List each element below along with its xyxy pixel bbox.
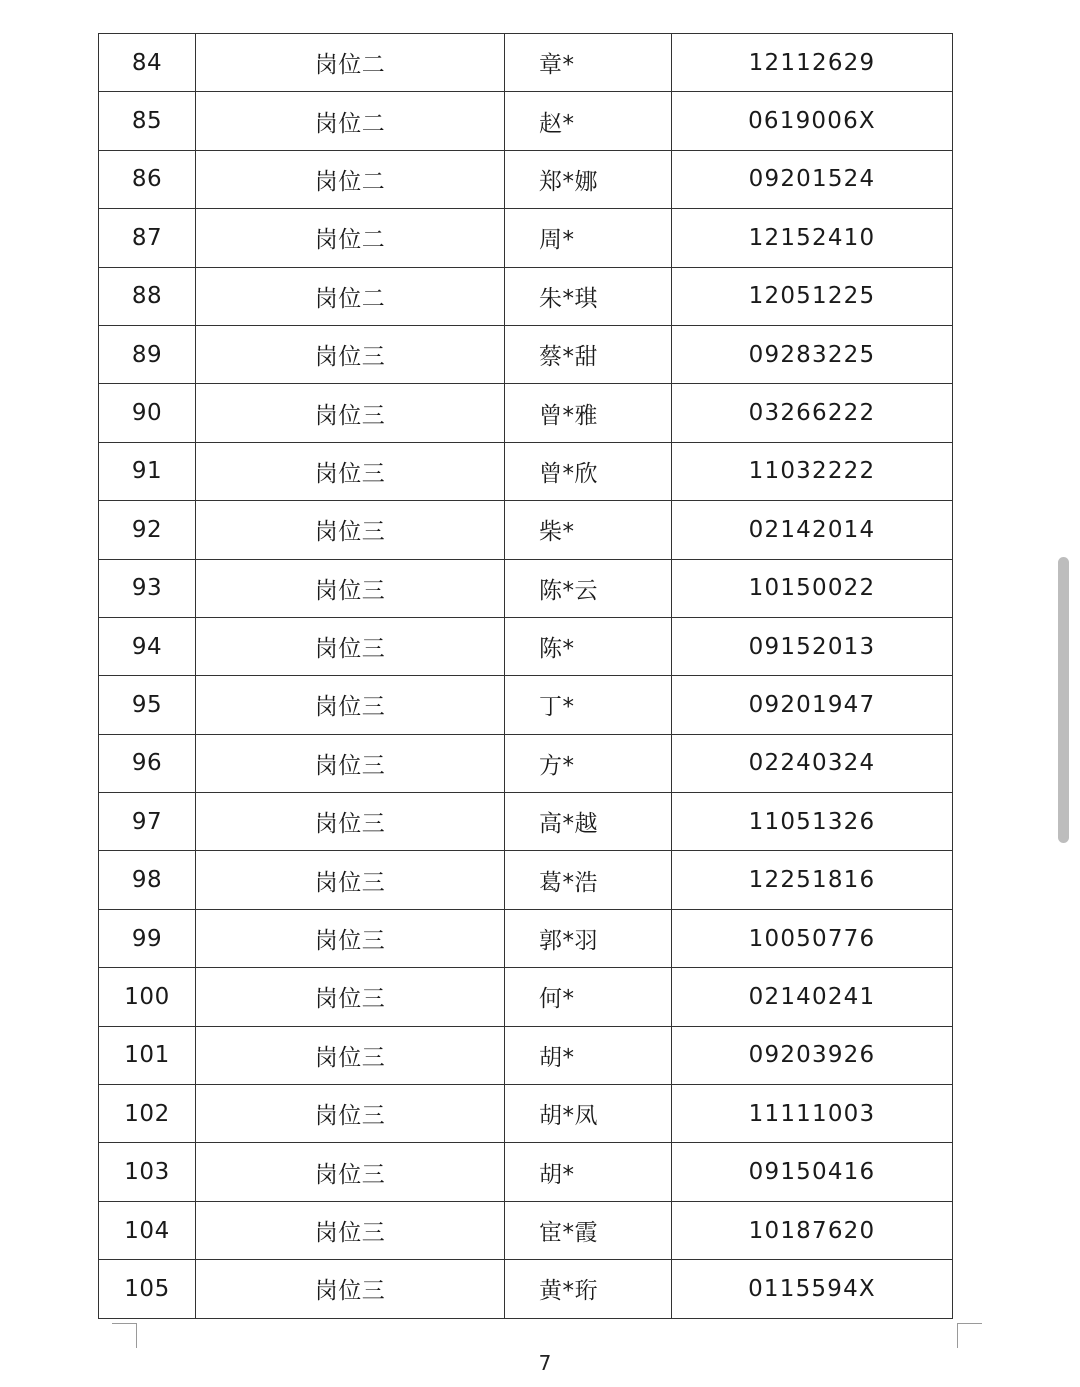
table-row	[99, 34, 953, 92]
row-number-cell: 102	[99, 1085, 196, 1143]
table-row	[99, 501, 953, 559]
name-cell: 宦*霞	[505, 1201, 672, 1259]
table-row	[99, 676, 953, 734]
table-row	[99, 851, 953, 909]
name-cell: 章*	[505, 34, 672, 92]
position-cell: 岗位三	[196, 559, 505, 617]
id-number-cell: 12051225	[672, 267, 953, 325]
position-cell: 岗位三	[196, 1260, 505, 1318]
name-cell: 蔡*甜	[505, 325, 672, 383]
table-row	[99, 1201, 953, 1259]
table-row	[99, 442, 953, 500]
table-row	[99, 1260, 953, 1318]
row-number-cell: 90	[99, 384, 196, 442]
roster-table	[98, 33, 953, 1319]
roster-table-body	[99, 34, 953, 1319]
table-row	[99, 617, 953, 675]
name-cell: 陈*云	[505, 559, 672, 617]
table-row	[99, 734, 953, 792]
id-number-cell: 09201524	[672, 150, 953, 208]
id-number-cell: 10187620	[672, 1201, 953, 1259]
position-cell: 岗位三	[196, 325, 505, 383]
crop-mark-right	[957, 1323, 982, 1348]
row-number-cell: 89	[99, 325, 196, 383]
row-number-cell: 104	[99, 1201, 196, 1259]
position-cell: 岗位三	[196, 734, 505, 792]
row-number-cell: 85	[99, 92, 196, 150]
position-cell: 岗位二	[196, 209, 505, 267]
position-cell: 岗位二	[196, 150, 505, 208]
position-cell: 岗位三	[196, 676, 505, 734]
row-number-cell: 91	[99, 442, 196, 500]
row-number-cell: 95	[99, 676, 196, 734]
position-cell: 岗位三	[196, 1085, 505, 1143]
name-cell: 周*	[505, 209, 672, 267]
row-number-cell: 87	[99, 209, 196, 267]
name-cell: 郑*娜	[505, 150, 672, 208]
name-cell: 赵*	[505, 92, 672, 150]
id-number-cell: 03266222	[672, 384, 953, 442]
row-number-cell: 86	[99, 150, 196, 208]
id-number-cell: 02140241	[672, 968, 953, 1026]
position-cell: 岗位三	[196, 617, 505, 675]
id-number-cell: 10050776	[672, 909, 953, 967]
row-number-cell: 93	[99, 559, 196, 617]
row-number-cell: 99	[99, 909, 196, 967]
row-number-cell: 92	[99, 501, 196, 559]
table-row	[99, 1085, 953, 1143]
id-number-cell: 09283225	[672, 325, 953, 383]
row-number-cell: 88	[99, 267, 196, 325]
id-number-cell: 12112629	[672, 34, 953, 92]
table-row	[99, 559, 953, 617]
row-number-cell: 101	[99, 1026, 196, 1084]
name-cell: 何*	[505, 968, 672, 1026]
crop-mark-left	[112, 1323, 137, 1348]
id-number-cell: 0115594X	[672, 1260, 953, 1318]
table-row	[99, 325, 953, 383]
id-number-cell: 02142014	[672, 501, 953, 559]
table-row	[99, 793, 953, 851]
name-cell: 朱*琪	[505, 267, 672, 325]
name-cell: 方*	[505, 734, 672, 792]
id-number-cell: 12251816	[672, 851, 953, 909]
id-number-cell: 09152013	[672, 617, 953, 675]
id-number-cell: 12152410	[672, 209, 953, 267]
position-cell: 岗位二	[196, 267, 505, 325]
table-row	[99, 209, 953, 267]
name-cell: 黄*珩	[505, 1260, 672, 1318]
id-number-cell: 09150416	[672, 1143, 953, 1201]
position-cell: 岗位三	[196, 1201, 505, 1259]
row-number-cell: 96	[99, 734, 196, 792]
table-row	[99, 267, 953, 325]
id-number-cell: 0619006X	[672, 92, 953, 150]
table-row	[99, 1143, 953, 1201]
name-cell: 丁*	[505, 676, 672, 734]
table-row	[99, 1026, 953, 1084]
position-cell: 岗位三	[196, 968, 505, 1026]
table-row	[99, 384, 953, 442]
row-number-cell: 103	[99, 1143, 196, 1201]
position-cell: 岗位三	[196, 442, 505, 500]
row-number-cell: 97	[99, 793, 196, 851]
name-cell: 柴*	[505, 501, 672, 559]
row-number-cell: 94	[99, 617, 196, 675]
row-number-cell: 100	[99, 968, 196, 1026]
position-cell: 岗位二	[196, 92, 505, 150]
name-cell: 曾*欣	[505, 442, 672, 500]
id-number-cell: 11032222	[672, 442, 953, 500]
table-row	[99, 92, 953, 150]
name-cell: 葛*浩	[505, 851, 672, 909]
name-cell: 陈*	[505, 617, 672, 675]
name-cell: 曾*雅	[505, 384, 672, 442]
name-cell: 胡*	[505, 1026, 672, 1084]
name-cell: 胡*	[505, 1143, 672, 1201]
position-cell: 岗位三	[196, 1026, 505, 1084]
name-cell: 高*越	[505, 793, 672, 851]
id-number-cell: 02240324	[672, 734, 953, 792]
row-number-cell: 98	[99, 851, 196, 909]
position-cell: 岗位二	[196, 34, 505, 92]
table-row	[99, 968, 953, 1026]
row-number-cell: 84	[99, 34, 196, 92]
position-cell: 岗位三	[196, 851, 505, 909]
id-number-cell: 11111003	[672, 1085, 953, 1143]
position-cell: 岗位三	[196, 384, 505, 442]
position-cell: 岗位三	[196, 501, 505, 559]
page-number: 7	[538, 1351, 552, 1375]
position-cell: 岗位三	[196, 1143, 505, 1201]
position-cell: 岗位三	[196, 909, 505, 967]
id-number-cell: 09201947	[672, 676, 953, 734]
id-number-cell: 11051326	[672, 793, 953, 851]
row-number-cell: 105	[99, 1260, 196, 1318]
name-cell: 郭*羽	[505, 909, 672, 967]
table-row	[99, 909, 953, 967]
id-number-cell: 09203926	[672, 1026, 953, 1084]
table-row	[99, 150, 953, 208]
scrollbar-thumb[interactable]	[1058, 557, 1069, 843]
id-number-cell: 10150022	[672, 559, 953, 617]
position-cell: 岗位三	[196, 793, 505, 851]
name-cell: 胡*凤	[505, 1085, 672, 1143]
